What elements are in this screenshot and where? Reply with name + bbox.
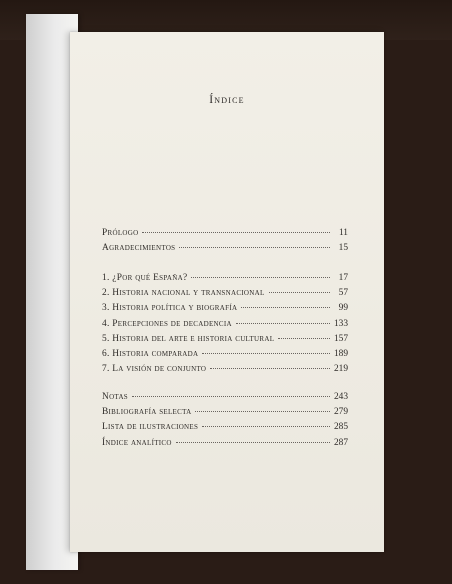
toc-entry-title: Índice analítico: [102, 437, 172, 448]
toc-entry-title: 7. La visión de conjunto: [102, 364, 207, 375]
toc-entry-page: 11: [338, 228, 348, 238]
toc-entry-title: 1. ¿Por qué España?: [102, 273, 188, 283]
toc-entry: [102, 243, 348, 258]
leader-dots: [176, 441, 330, 443]
toc-chapters: [102, 273, 348, 379]
toc-entry: [102, 228, 348, 243]
book-page: [70, 32, 384, 552]
leader-dots: [210, 367, 330, 369]
toc-entry-page: 15: [338, 243, 348, 254]
toc-entry: [102, 422, 348, 437]
leader-dots: [202, 352, 330, 354]
leader-dots: [202, 425, 330, 427]
leader-dots: [132, 395, 330, 397]
toc-entry: [102, 288, 348, 303]
leader-dots: [191, 276, 330, 278]
toc-entry-page: 285: [333, 422, 348, 433]
toc-back-matter: [102, 392, 348, 453]
toc-entry-title: 2. Historia nacional y transnacional: [102, 288, 265, 299]
toc-entry-title: Prólogo: [102, 228, 139, 238]
leader-dots: [278, 337, 330, 339]
toc-entry: [102, 407, 348, 422]
toc-entry: [102, 392, 348, 407]
toc-entry-title: 4. Percepciones de decadencia: [102, 318, 232, 329]
toc-entry-title: 5. Historia del arte e historia cultural: [102, 333, 275, 344]
toc-front-matter: [102, 228, 348, 258]
toc-entry: [102, 273, 348, 288]
leader-dots: [179, 246, 330, 248]
toc-entry-title: 3. Historia política y biografía: [102, 303, 238, 314]
leader-dots: [195, 410, 329, 412]
toc-entry-title: Notas: [102, 392, 128, 402]
toc-entry-page: 189: [333, 348, 348, 359]
toc-entry-title: 6. Historia comparada: [102, 348, 199, 359]
toc-entry-page: 279: [333, 407, 348, 418]
toc-entry-page: 243: [333, 392, 348, 402]
toc-entry: [102, 303, 348, 318]
index-heading: Índice: [209, 94, 245, 106]
toc-entry: [102, 438, 348, 453]
toc-entry-page: 57: [338, 288, 348, 299]
toc-entry-page: 287: [333, 437, 348, 448]
toc-entry-title: Agradecimientos: [102, 243, 176, 254]
leader-dots: [269, 291, 330, 293]
toc-entry-page: 157: [333, 333, 348, 344]
toc-entry-page: 99: [338, 303, 348, 314]
toc-entry-title: Lista de ilustraciones: [102, 422, 199, 433]
toc-entry: [102, 334, 348, 349]
toc-entry: [102, 349, 348, 364]
toc-entry-title: Bibliografía selecta: [102, 407, 192, 418]
toc-entry-page: 17: [338, 273, 348, 283]
leader-dots: [142, 231, 330, 233]
toc-entry: [102, 319, 348, 334]
toc-entry-page: 219: [333, 364, 348, 375]
toc-entry-page: 133: [333, 318, 348, 329]
toc-entry: [102, 364, 348, 379]
leader-dots: [241, 306, 330, 308]
leader-dots: [236, 322, 330, 324]
